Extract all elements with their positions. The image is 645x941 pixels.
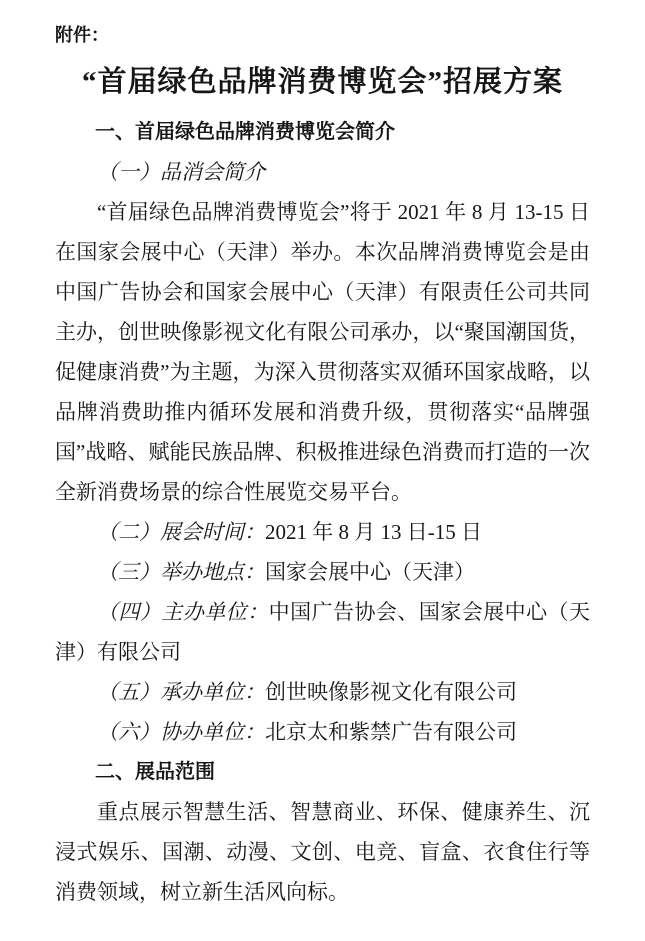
- detail-item-label: （二）展会时间：: [97, 520, 265, 544]
- detail-item-value: 2021 年 8 月 13 日-15 日: [265, 520, 482, 544]
- detail-item-value: 国家会展中心（天津）: [265, 560, 475, 584]
- detail-item-label: （三）举办地点：: [97, 560, 265, 584]
- detail-item-label: （五）承办单位：: [97, 680, 265, 704]
- intro-paragraph: “首届绿色品牌消费博览会”将于 2021 年 8 月 13-15 日在国家会展中心（天津）举办。本次品牌消费博览会是由中国广告协会和国家会展中心（天津）有限责任公司共同主办，创世映像影视文化有限公司承办，以“聚国潮国货，促健康消费”为主题，为深入贯彻落实双循环国家战略，以品牌消费助推内循环发展和消费升级，贯彻落实“品牌强国”战略、赋能民族品牌、积极推进绿色消费而打造的一次全新消费场景的综合性展览交易平台。: [55, 200, 590, 504]
- section-2-heading: 二、展品范围: [95, 761, 215, 783]
- detail-item-value: 中国广告协会、国家会展中心（天津）有限公司: [55, 600, 591, 664]
- attachment-label: 附件：: [55, 25, 109, 45]
- detail-item-label: （四）主办单位：: [97, 600, 269, 624]
- section-1-subheading: （一）品消会简介: [97, 160, 265, 184]
- detail-item-exhibition-time: [55, 512, 590, 552]
- detail-item-organizer: [55, 672, 590, 712]
- detail-item-value: 创世映像影视文化有限公司: [265, 680, 517, 704]
- detail-item-co-organizer: [55, 712, 590, 752]
- detail-item-venue: [55, 552, 590, 592]
- document-title: “首届绿色品牌消费博览会”招展方案: [81, 66, 563, 98]
- section-1-heading: 一、首届绿色品牌消费博览会简介: [95, 121, 395, 143]
- detail-item-label: （六）协办单位：: [97, 720, 265, 744]
- exhibits-scope-paragraph: 重点展示智慧生活、智慧商业、环保、健康养生、沉浸式娱乐、国潮、动漫、文创、电竞、盲盒、衣食住行等消费领域，树立新生活风向标。: [55, 800, 590, 904]
- document-body: [55, 112, 590, 912]
- detail-item-value: 北京太和紫禁广告有限公司: [265, 720, 517, 744]
- detail-item-host: [55, 592, 590, 672]
